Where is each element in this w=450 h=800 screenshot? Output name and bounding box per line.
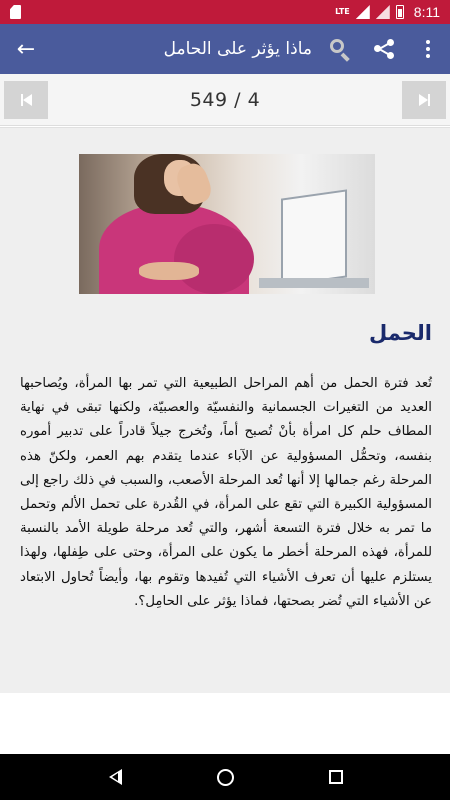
share-button[interactable]	[362, 24, 406, 74]
arrow-back-icon: ←	[16, 36, 36, 62]
image-hand-shape	[139, 262, 199, 280]
page-counter: 549 / 4	[189, 88, 261, 111]
nav-recents-button[interactable]	[329, 770, 343, 784]
app-bar	[0, 24, 450, 74]
share-icon	[374, 39, 394, 59]
app-title-wrap	[52, 39, 318, 59]
status-right	[335, 4, 440, 20]
nav-home-icon	[217, 769, 234, 786]
pager	[0, 74, 450, 126]
skip-previous-icon	[21, 94, 32, 106]
nav-recents-icon	[329, 770, 343, 784]
article-body: تُعد فترة الحمل من أهم المراحل الطبيعية التي تمر بها المرأة، ويُصاحبها العديد من التغيرات الجسمانية والنفسيّة والعصبيّة، ولكنها تبقى في نهاية المطاف حلم كل امرأة بأنْ تُصبح أماً، وتُخرج جيلاً قادراً على تدبير أموره بنفسه، وتحمُّل المسؤولية عن الآباء عندما يتقدم بهم العمر، ولكنّ هذه المرحلة رغم جمالها إلا أنها تُعد المرحلة الأصعب، والسبب في ذلك راجع إلى المسؤولية الكبيرة التي تقع على المرأة، في القُدرة على تحمل الألم وتحمل ما تمر به خلال فترة التسعة أشهر، والتي تُعد مرحلة طويلة الأمد بالنسبة للمرأة، فهذه المرحلة أخطر ما يكون على المرأة، وحتى على طِفلها، ولهذا يستلزم عليها أن تعرف الأشياء التي تُفيدها وتقوم بها، وأيضاً تُحاول الابتعاد عن الأشياء التي تُضر بصحتها، فماذا يؤثر على الحامِل؟.	[20, 376, 432, 609]
search-button[interactable]	[318, 24, 362, 74]
status-clock: 8:11	[413, 4, 440, 20]
article-content[interactable]	[0, 127, 450, 693]
more-options-button[interactable]	[406, 24, 450, 74]
image-laptop-base-shape	[259, 278, 369, 288]
status-bar	[0, 0, 450, 24]
app-title: ماذا يؤثر على الحامل	[163, 39, 312, 59]
next-page-button[interactable]	[402, 81, 446, 119]
nav-back-button[interactable]	[107, 769, 123, 785]
network-type-label: LTE	[335, 7, 350, 16]
battery-icon	[396, 5, 404, 19]
app-actions	[318, 24, 450, 74]
search-icon	[329, 38, 351, 60]
system-nav-bar	[0, 754, 450, 800]
more-vert-icon	[426, 40, 430, 58]
previous-page-button[interactable]	[4, 81, 48, 119]
image-belly-shape	[174, 224, 254, 294]
sd-card-icon	[10, 5, 21, 19]
signal-icon	[356, 5, 370, 19]
image-laptop-shape	[281, 189, 347, 286]
nav-home-button[interactable]	[217, 769, 234, 786]
signal-icon-2	[376, 5, 390, 19]
nav-back-icon	[107, 769, 123, 785]
article-heading: الحمل	[368, 321, 432, 345]
article-image	[79, 154, 375, 294]
back-button[interactable]	[0, 24, 52, 74]
status-left	[10, 5, 21, 19]
skip-next-icon	[419, 94, 430, 106]
